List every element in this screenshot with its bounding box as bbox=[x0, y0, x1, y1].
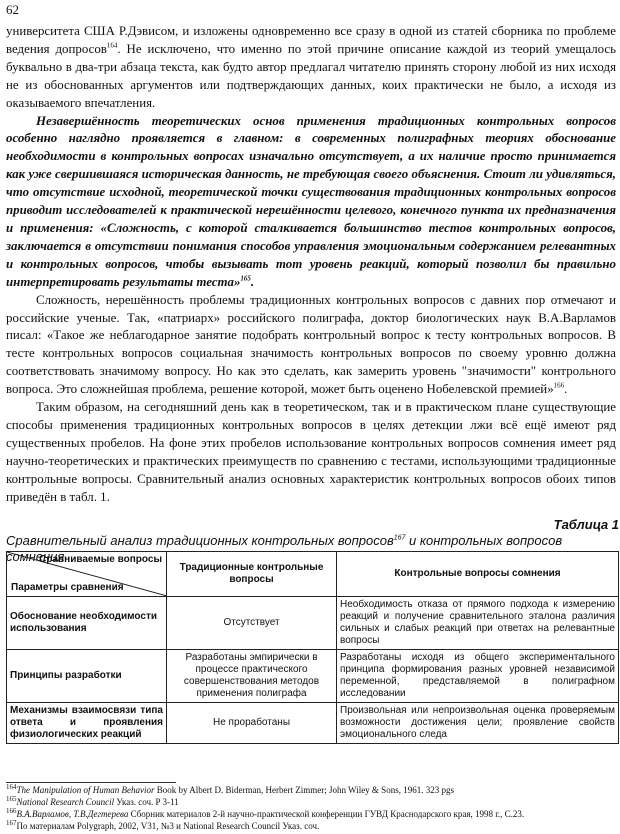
paragraph-1-text: университета США Р.Дэвисом, и изложены одновременно все сразу в одной из статей сборника по проблеме ведения допросов bbox=[6, 24, 616, 56]
paragraph-2-end: . bbox=[250, 274, 255, 289]
row-1-param: Обоснование необходимости использования bbox=[7, 597, 167, 650]
footnote-ref-165[interactable]: 165 bbox=[240, 274, 251, 283]
row-3-param: Механизмы взаимосвязи типа ответа и проявления физиологических реакций bbox=[7, 703, 167, 744]
footnote-text: Указ. соч. P 3-11 bbox=[114, 797, 179, 807]
paragraph-3 bbox=[6, 292, 616, 399]
table-row bbox=[7, 703, 619, 744]
paragraph-2 bbox=[6, 113, 616, 292]
footnote-165 bbox=[6, 796, 618, 808]
table-row bbox=[7, 597, 619, 650]
row-2-param: Принципы разработки bbox=[7, 650, 167, 703]
footnote-source: The Manipulation of Human Behavior bbox=[16, 785, 155, 795]
footnote-source: В.А.Варламов, Т.В.Дегтерева bbox=[16, 809, 129, 819]
paragraph-1-end: . Не исключено, что именно по этой причине описание каждой из теорий умещалось буквально в два-три абзаца текста, как будто автор предлагал читателю принять сторону любой из них исходя не из обоснованных аргументов или подтверждающих данных, коих практически не было, а исходя из оказываемого впечатления. bbox=[6, 41, 616, 110]
footnote-number: 164 bbox=[6, 783, 17, 791]
row-1-traditional: Отсутствует bbox=[167, 597, 337, 650]
header-compared-questions: Сравниваемые вопросы bbox=[39, 554, 162, 565]
footnote-text: Сборник материалов 2-й научно-практической конференции ГУВД Краснодарского края, 1998 г., С.23. bbox=[128, 809, 525, 819]
footnote-ref-166[interactable]: 166 bbox=[553, 381, 565, 390]
footnote-text: По материалам Polygraph, 2002, V31, №3 и National Research Council Указ. соч. bbox=[16, 821, 320, 831]
footnote-number: 166 bbox=[6, 807, 17, 815]
header-parameters: Параметры сравнения bbox=[11, 582, 124, 593]
footnote-166 bbox=[6, 808, 618, 820]
row-2-doubt: Разработаны исходя из общего экспериментального принципа формирования разных уровней независимой переменной, представляемой в полиграфном исследовании bbox=[337, 650, 619, 703]
footnote-divider bbox=[6, 782, 176, 783]
row-3-traditional: Не проработаны bbox=[167, 703, 337, 744]
paragraph-1 bbox=[6, 23, 616, 113]
main-text bbox=[6, 23, 616, 506]
paragraph-3-text: Сложность, нерешённость проблемы традиционных контрольных вопросов с давних пор отмечают и российские ученые. Так, «патриарх» российского полиграфа, доктор биологических наук В.А.Варламов писал: «Такое же неблагодарное занятие подобрать контрольный вопрос к тесту контрольных вопросов. В тесте контрольных вопросов социальная значимость контрольных вопросов по своему уровню должна соответствовать значимому вопросу. Но как это сделать, как замерить уровень "значимости" контрольного вопроса. Это сложнейшая проблема, решение которой, может быть оценено Нобелевской премией» bbox=[6, 292, 616, 397]
header-traditional: Традиционные контрольные вопросы bbox=[167, 552, 337, 597]
footnote-source: National Research Council bbox=[16, 797, 115, 807]
footnote-text: Book by Albert D. Biderman, Herbert Zimmer; John Wiley & Sons, 1961. 323 pgs bbox=[154, 785, 454, 795]
footnote-ref-164[interactable]: 164 bbox=[106, 41, 118, 50]
row-1-doubt: Необходимость отказа от прямого подхода к измерению реакций и получение сравнительного эталона различия сильных и слабых реакций при ответах на релевантные вопросы bbox=[337, 597, 619, 650]
table-title-end: и контрольных вопросов сомнения bbox=[6, 533, 563, 564]
paragraph-4: Таким образом, на сегодняшний день как в теоретическом, так и в практическом плане существующие способы применения традиционных контрольных вопросов в целях детекции лжи всё ещё имеют ряд существенных пробелов. На фоне этих пробелов использование контрольных вопросов сомнения имеет ряд научно-теоретических и практических преимуществ по сравнению с тестами, использующими традиционные контрольные вопросы. Сравнительный анализ основных характеристик контрольных вопросов обоих типов приведён в табл. 1. bbox=[6, 400, 616, 504]
comparison-table bbox=[6, 551, 619, 744]
row-3-doubt: Произвольная или непроизвольная оценка проверяемым возможности достижения цели; проявление свойств эмоционального следа bbox=[337, 703, 619, 744]
paragraph-3-end: . bbox=[564, 382, 568, 397]
table-row bbox=[7, 650, 619, 703]
page-number: 62 bbox=[6, 2, 19, 17]
footnotes bbox=[6, 784, 618, 832]
table-title-text: Сравнительный анализ традиционных контрольных вопросов bbox=[6, 533, 394, 548]
footnote-number: 167 bbox=[6, 819, 17, 827]
table-label: Таблица 1 bbox=[553, 517, 619, 532]
paragraph-2-text: Незавершённость теоретических основ применения традиционных контрольных вопросов особенно наглядно проявляется в главном: в современных полиграфных теориях обоснование необходимости в контрольных вопросах изначально отсутствует, а их наличие просто принимается как уже свершившаяся историческая данность, не требующая своего объяснения. Стоит ли удивляться, что отсутствие исходной, теоретической точки существования традиционных контрольных вопросов приводит исследователей к практической нерешённости целевого, конечного пункта их предназначения и применения: «Сложность, с которой сталкивается большинство тестов контрольных вопросов, заключается в отсутствии понимания способов управления эмоциональным содержанием релевантных и контрольных вопросов, чтобы вызывать тот уровень реакций, который позволил бы правильно интерпретировать результаты теста» bbox=[6, 113, 616, 289]
footnote-ref-167[interactable]: 167 bbox=[393, 534, 406, 542]
footnote-164 bbox=[6, 784, 618, 796]
row-2-traditional: Разработаны эмпирически в процессе практического совершенствования методов применения полиграфа bbox=[167, 650, 337, 703]
footnote-number: 165 bbox=[6, 795, 17, 803]
footnote-167 bbox=[6, 820, 618, 832]
table-corner-cell bbox=[7, 552, 167, 597]
table-header-row bbox=[7, 552, 619, 597]
header-doubt: Контрольные вопросы сомнения bbox=[337, 552, 619, 597]
